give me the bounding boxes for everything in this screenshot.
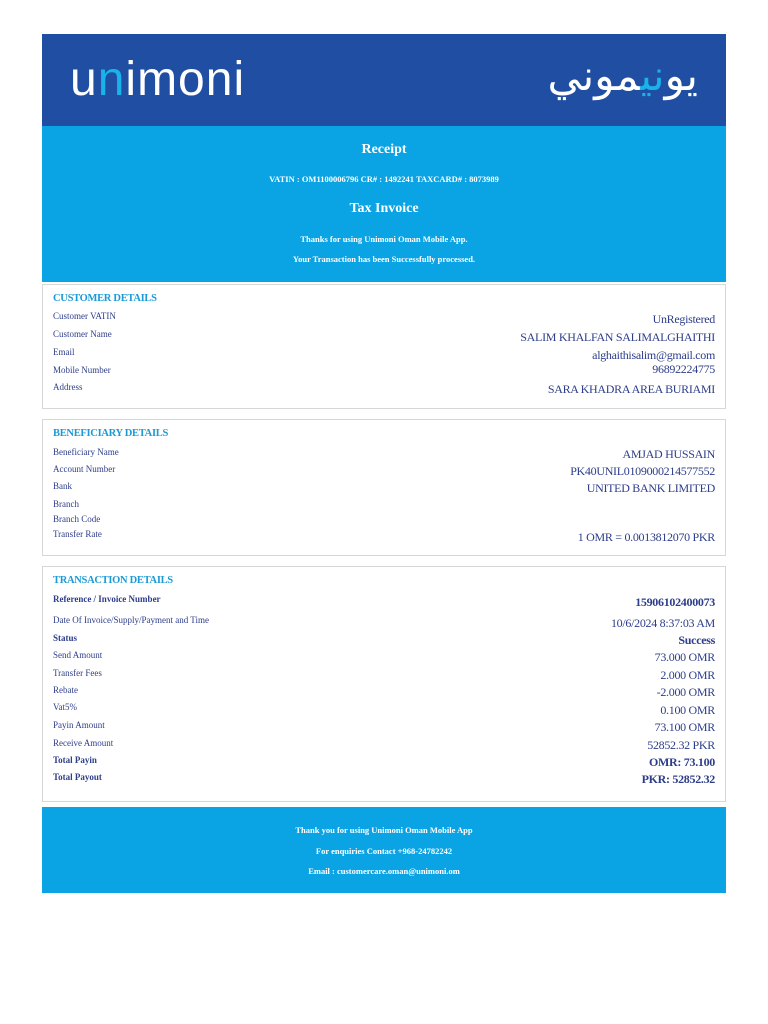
brand-header [42, 34, 726, 126]
receive-amount-row [53, 738, 715, 754]
tax-ids-line: VATIN : OM1100006796 CR# : 1492241 TAXCARD# : 8073989 [269, 174, 499, 184]
row-label: Payin Amount [53, 720, 105, 730]
row-value: UNITED BANK LIMITED [586, 481, 715, 495]
row-label: Branch Code [53, 514, 101, 524]
row-value: 73.100 OMR [654, 720, 715, 734]
branch-code-row [53, 514, 715, 530]
row-value: 96892224775 [652, 362, 715, 376]
row-value: 52852.32 PKR [647, 738, 715, 752]
status-row [53, 633, 715, 649]
receipt-header [42, 126, 726, 282]
customer-address-row [53, 382, 715, 398]
row-label: Total Payin [53, 755, 97, 765]
receipt-title: Receipt [361, 142, 407, 157]
row-label: Rebate [53, 685, 78, 695]
row-value: -2.000 OMR [656, 685, 715, 699]
rebate-row [53, 685, 715, 701]
total-payout-row [53, 772, 715, 788]
reference-number-row [53, 594, 715, 610]
row-label: Mobile Number [53, 365, 111, 375]
footer-email: Email : customercare.oman@unimoni.om [308, 866, 460, 876]
row-value: 0.100 OMR [660, 703, 715, 717]
unimoni-logo: unimoni [70, 53, 246, 106]
row-label: Transfer Rate [53, 529, 102, 539]
row-label: Vat5% [53, 702, 77, 712]
row-label: Customer Name [53, 329, 112, 339]
row-value: 1 OMR = 0.0013812070 PKR [577, 530, 715, 544]
vat-row [53, 702, 715, 718]
transfer-rate-row [53, 529, 715, 545]
row-label: Address [53, 382, 83, 392]
receipt-footer [42, 807, 726, 893]
row-label: Total Payout [53, 772, 102, 782]
thanks-message: Thanks for using Unimoni Oman Mobile App. [300, 234, 468, 244]
customer-details-title: CUSTOMER DETAILS [53, 293, 157, 304]
row-value: SARA KHADRA AREA BURIAMI [547, 382, 715, 396]
row-value: 2.000 OMR [660, 668, 715, 682]
customer-mobile-row [53, 362, 715, 381]
unimoni-arabic-logo: يونيموني [547, 51, 698, 100]
row-label: Account Number [53, 464, 116, 474]
send-amount-row [53, 650, 715, 666]
status-badge: Success [678, 633, 715, 647]
customer-name-row [53, 329, 715, 345]
branch-row [53, 499, 715, 515]
row-label: Email [53, 347, 75, 357]
row-value: PK40UNIL0109000214577552 [570, 464, 715, 478]
transaction-details-card [42, 566, 726, 802]
row-value: AMJAD HUSSAIN [622, 447, 715, 461]
row-value: UnRegistered [652, 312, 715, 326]
account-number-row [53, 464, 715, 480]
bank-row [53, 481, 715, 497]
row-label: Branch [53, 499, 79, 509]
footer-contact: For enquiries Contact +968-24782242 [315, 846, 453, 856]
row-value: PKR: 52852.32 [641, 772, 715, 786]
row-value: 73.000 OMR [654, 650, 715, 664]
transaction-details-title: TRANSACTION DETAILS [53, 575, 173, 586]
beneficiary-details-card [42, 419, 726, 556]
transfer-fees-row [53, 668, 715, 684]
row-value: 15906102400073 [635, 595, 715, 609]
row-value: alghaithisalim@gmail.com [592, 348, 715, 362]
customer-details-card [42, 284, 726, 409]
tax-invoice-title: Tax Invoice [349, 201, 419, 216]
row-label: Reference / Invoice Number [53, 594, 161, 604]
row-label: Date Of Invoice/Supply/Payment and Time [53, 615, 209, 625]
customer-vatin-row [53, 311, 715, 327]
row-label: Customer VATIN [53, 311, 116, 321]
row-label: Bank [53, 481, 72, 491]
customer-email-row [53, 347, 715, 363]
invoice-date-row [53, 615, 715, 631]
row-value: OMR: 73.100 [648, 755, 715, 769]
footer-thanks: Thank you for using Unimoni Oman Mobile App [295, 825, 473, 835]
row-value: SALIM KHALFAN SALIMALGHAITHI [520, 330, 715, 344]
row-label: Transfer Fees [53, 668, 102, 678]
row-value: 10/6/2024 8:37:03 AM [610, 616, 715, 630]
beneficiary-name-row [53, 447, 715, 463]
processed-message: Your Transaction has been Successfully processed. [292, 254, 476, 264]
row-label: Receive Amount [53, 738, 114, 748]
row-label: Beneficiary Name [53, 447, 119, 457]
beneficiary-details-title: BENEFICIARY DETAILS [53, 428, 168, 439]
total-payin-row [53, 755, 715, 771]
row-label: Status [53, 633, 78, 643]
payin-amount-row [53, 720, 715, 736]
row-label: Send Amount [53, 650, 103, 660]
